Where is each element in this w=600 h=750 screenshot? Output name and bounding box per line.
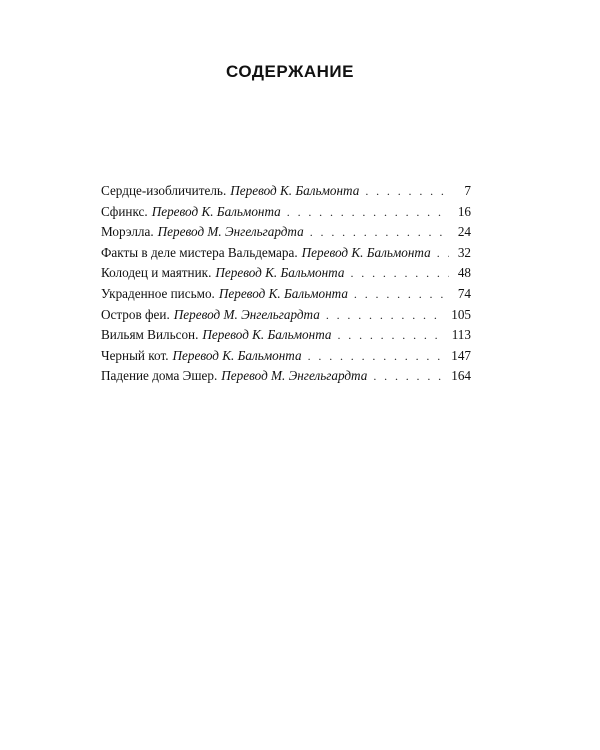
toc-entry-title: Падение дома Эшер. <box>101 368 218 384</box>
toc-entry-translator: Перевод М. Энгельгардта <box>157 224 304 240</box>
toc-entry-title: Вильям Вильсон. <box>101 327 199 343</box>
toc-leader-dots <box>354 287 449 302</box>
toc-leader-dots <box>308 349 446 364</box>
toc-leader-dots <box>287 205 449 220</box>
toc-leader-dots <box>365 184 449 199</box>
toc-entry <box>101 368 471 389</box>
toc-leader-dots <box>373 369 445 384</box>
toc-entry <box>101 204 471 225</box>
toc-entry-page: 147 <box>451 347 471 363</box>
toc-entry-page: 105 <box>451 306 471 322</box>
toc-entry-title: Сердце-изобличитель. <box>101 183 227 198</box>
toc-leader-dots <box>337 328 445 343</box>
toc-entry-translator: Перевод К. Бальмонта <box>218 285 348 301</box>
toc-entry-title: Остров феи. <box>101 306 170 322</box>
toc-entry <box>101 265 471 286</box>
toc-entry <box>101 245 471 266</box>
toc-entry <box>101 327 471 348</box>
toc-entry-page: 48 <box>457 265 471 281</box>
toc-entry-page: 32 <box>457 244 471 260</box>
toc-entry <box>101 286 471 307</box>
toc-entry-title: Черный кот. <box>101 347 169 363</box>
toc-entry-title: Украденное письмо. <box>101 285 215 301</box>
toc-entry-title: Морэлла. <box>101 224 154 240</box>
toc-entry-translator: Перевод К. Бальмонта <box>202 327 332 343</box>
table-of-contents <box>101 183 471 389</box>
toc-entry-page: 113 <box>451 327 471 343</box>
toc-entry-title: Сфинкс. <box>101 203 148 219</box>
page-title: СОДЕРЖАНИЕ <box>226 62 354 81</box>
toc-entry-translator: Перевод К. Бальмонта <box>151 203 281 219</box>
toc-entry-translator: Перевод К. Бальмонта <box>215 265 345 281</box>
toc-entry-translator: Перевод М. Энгельгардта <box>221 368 368 384</box>
toc-entry-page: 164 <box>451 368 471 384</box>
toc-entry-translator: Перевод М. Энгельгардта <box>173 306 320 322</box>
toc-entry-page: 16 <box>457 203 471 219</box>
toc-entry-translator: Перевод К. Бальмонта <box>230 183 360 198</box>
toc-entry-page: 7 <box>464 183 471 198</box>
toc-entry <box>101 183 471 204</box>
toc-entry <box>101 348 471 369</box>
toc-entry <box>101 307 471 328</box>
toc-entry-title: Колодец и маятник. <box>101 265 212 281</box>
toc-leader-dots <box>437 246 449 261</box>
toc-leader-dots <box>350 266 449 281</box>
toc-entry-page: 74 <box>457 285 471 301</box>
toc-entry-translator: Перевод К. Бальмонта <box>172 347 302 363</box>
toc-leader-dots <box>310 225 449 240</box>
toc-leader-dots <box>326 308 445 323</box>
toc-entry-title: Факты в деле мистера Вальдемара. <box>101 244 298 260</box>
toc-entry <box>101 224 471 245</box>
toc-entry-page: 24 <box>457 224 471 240</box>
toc-entry-translator: Перевод К. Бальмонта <box>301 244 431 260</box>
